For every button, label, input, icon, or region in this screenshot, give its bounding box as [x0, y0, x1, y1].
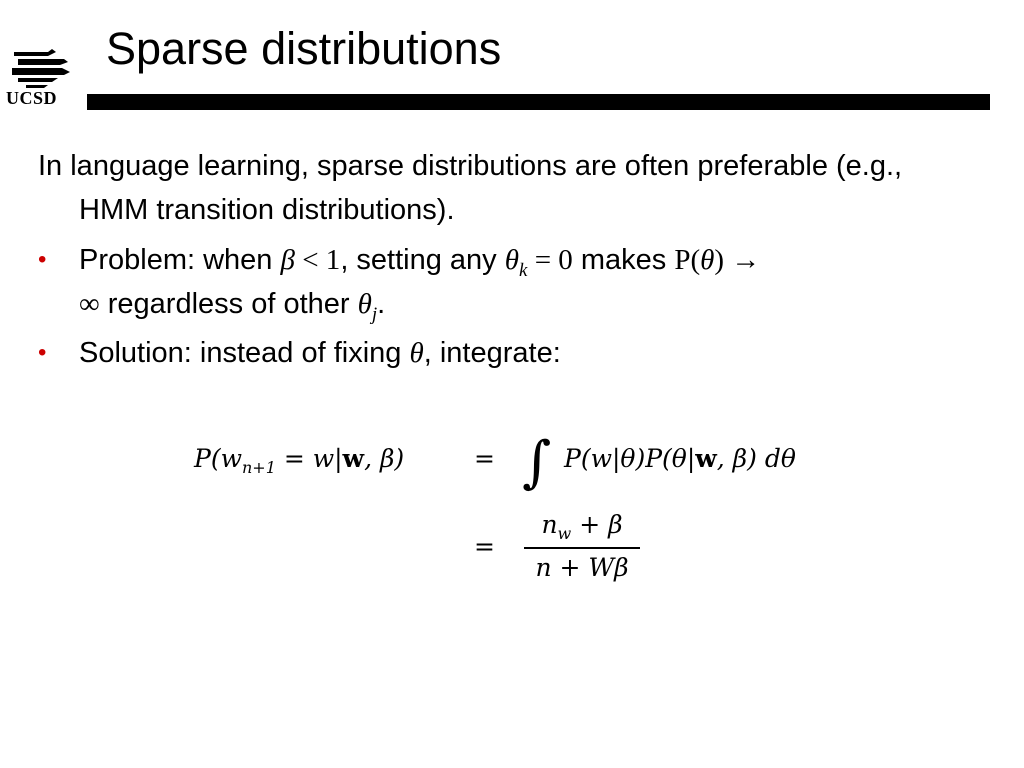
equals-sign-2: =	[474, 532, 495, 561]
theta-fixed-symbol: θ	[409, 337, 424, 369]
beta-symbol: β	[280, 244, 295, 276]
rhs1-bold-w: w	[695, 444, 717, 473]
prob-theta: θ	[700, 244, 715, 276]
equation-fraction	[524, 510, 640, 582]
bullet-problem	[38, 238, 973, 326]
theta-subscript-j: j	[371, 304, 378, 325]
problem-text-1: Problem: when	[79, 244, 281, 276]
equals-zero: = 0	[527, 244, 573, 276]
rhs1-part-2: , β) dθ	[716, 444, 796, 473]
problem-text-2: , setting any	[340, 244, 505, 276]
lhs-subscript: n+1	[241, 458, 276, 477]
slide-title: Sparse distributions	[106, 23, 502, 74]
solution-text-2: , integrate:	[423, 337, 561, 369]
integral-sign: ∫	[522, 430, 552, 495]
lhs-part-3: , β)	[364, 444, 405, 473]
theta-subscript-k: k	[519, 260, 528, 281]
theta-symbol: θ	[504, 244, 519, 276]
intro-paragraph: In language learning, sparse distributions are often preferable (e.g., HMM transition distributions).	[38, 150, 903, 226]
num-plus-beta: + β	[571, 510, 623, 539]
ucsd-logo-mark-icon	[4, 46, 76, 90]
prob-open: P(	[674, 244, 701, 276]
solution-text-1: Solution: instead of fixing	[79, 337, 410, 369]
bullet-solution	[38, 331, 973, 375]
rhs1-part-1: P(w|θ)P(θ|	[564, 444, 696, 473]
title-divider	[87, 94, 990, 110]
bullet-dot-icon: •	[38, 339, 47, 366]
fraction-numerator	[524, 510, 640, 547]
lhs-part-2: = w|	[275, 444, 343, 473]
fraction-denominator: n + Wβ	[535, 553, 629, 582]
equals-sign-1: =	[474, 444, 495, 473]
logo-text: UCSD	[6, 88, 58, 108]
infinity-symbol: ∞	[79, 288, 100, 320]
slide-body	[38, 144, 973, 380]
equation-lhs	[194, 444, 404, 477]
num-n: n	[541, 510, 558, 539]
theta-j-symbol: θ	[357, 288, 372, 320]
lhs-bold-w: w	[342, 444, 365, 473]
num-subscript-w: w	[557, 524, 572, 543]
prob-close-arrow: ) →	[714, 244, 761, 276]
equation-block	[194, 428, 874, 598]
problem-text-5: .	[377, 288, 386, 320]
bullet-dot-icon: •	[38, 246, 47, 273]
ucsd-logo	[4, 46, 76, 114]
less-than-one: < 1	[294, 244, 341, 276]
problem-text-3: makes	[572, 244, 675, 276]
problem-text-4: regardless of other	[99, 288, 358, 320]
equation-rhs-1	[564, 444, 796, 473]
lhs-part-1: P(w	[194, 444, 242, 473]
